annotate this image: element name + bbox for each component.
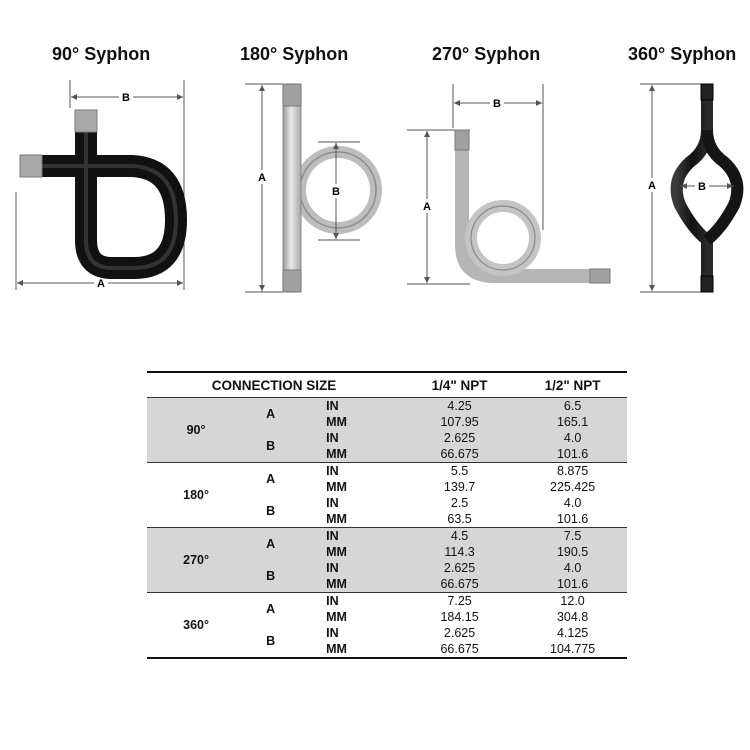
syphon-360-figure (640, 84, 737, 292)
unit-cell: MM (326, 480, 347, 494)
unit-cell: IN (296, 560, 401, 576)
value-cell: 4.25 (401, 398, 518, 415)
value-cell: 66.675 (401, 576, 518, 593)
dimension-cell: A (245, 528, 296, 561)
value-cell: 7.5 (518, 528, 627, 545)
value-cell: 66.675 (401, 446, 518, 463)
title-360: 360° Syphon (628, 44, 737, 64)
angle-cell: 180° (147, 463, 245, 528)
value-cell: 304.8 (556, 610, 589, 624)
unit-cell: MM (326, 610, 347, 624)
title-270: 270° Syphon (432, 44, 541, 64)
dim-label-a-360: A (648, 180, 656, 192)
unit-cell: IN (326, 626, 339, 640)
angle-cell: 90° (147, 398, 245, 463)
table-row (147, 463, 627, 480)
dimension-cell: A (245, 398, 296, 431)
dim-label-b-270: B (493, 98, 501, 110)
value-cell: 4.0 (563, 496, 582, 510)
syphon-dimensions-table (147, 371, 627, 659)
value-cell: 225.425 (550, 480, 596, 494)
unit-cell: IN (296, 430, 401, 446)
unit-cell: IN (296, 593, 401, 610)
value-cell: 4.125 (556, 626, 589, 640)
value-cell: 2.625 (401, 430, 518, 446)
value-cell: 139.7 (443, 480, 476, 494)
value-cell: 104.775 (550, 642, 596, 656)
value-cell: 165.1 (518, 414, 627, 430)
unit-cell: IN (296, 463, 401, 480)
value-cell: 66.675 (440, 642, 479, 656)
table-header-row (147, 372, 627, 398)
unit-cell: MM (296, 446, 401, 463)
dimension-cell: B (266, 504, 276, 518)
syphon-illustrations (0, 0, 750, 330)
dim-label-a-270: A (423, 201, 431, 213)
dim-label-a-90: A (97, 278, 105, 290)
title-90: 90° Syphon (52, 44, 151, 64)
dimension-cell: A (245, 463, 296, 496)
dim-label-a-180: A (258, 172, 266, 184)
value-cell: 190.5 (518, 544, 627, 560)
value-cell: 184.15 (440, 610, 479, 624)
angle-cell: 360° (147, 593, 245, 659)
unit-cell: MM (296, 544, 401, 560)
value-cell: 6.5 (518, 398, 627, 415)
value-cell: 4.0 (518, 560, 627, 576)
value-cell: 8.875 (518, 463, 627, 480)
value-cell: 12.0 (518, 593, 627, 610)
value-cell: 2.5 (450, 496, 469, 510)
table-row (147, 398, 627, 415)
unit-cell: IN (326, 496, 339, 510)
value-cell: 2.625 (401, 560, 518, 576)
value-cell: 7.25 (401, 593, 518, 610)
syphon-90-figure (16, 80, 184, 290)
unit-cell: MM (296, 414, 401, 430)
value-cell: 101.6 (518, 446, 627, 463)
syphon-180-figure (245, 84, 376, 292)
dimension-cell: B (245, 430, 296, 463)
unit-cell: MM (326, 642, 347, 656)
title-180: 180° Syphon (240, 44, 349, 64)
value-cell: 101.6 (518, 576, 627, 593)
dimension-cell: B (245, 560, 296, 593)
dim-label-b-360: B (698, 181, 706, 193)
value-cell: 114.3 (401, 544, 518, 560)
value-cell: 4.0 (518, 430, 627, 446)
dim-label-b-90: B (122, 92, 130, 104)
value-cell: 101.6 (556, 512, 589, 526)
value-cell: 4.5 (401, 528, 518, 545)
table-row (147, 593, 627, 610)
header-connection-size: CONNECTION SIZE (211, 377, 337, 393)
value-cell: 5.5 (401, 463, 518, 480)
dim-label-b-180: B (332, 186, 340, 198)
syphon-270-figure (407, 84, 610, 284)
table-row (147, 528, 627, 545)
header-quarter-npt: 1/4" NPT (431, 377, 488, 393)
value-cell: 2.625 (443, 626, 476, 640)
value-cell: 63.5 (447, 512, 472, 526)
header-half-npt: 1/2" NPT (544, 377, 601, 393)
unit-cell: MM (326, 512, 347, 526)
dimension-cell: B (266, 634, 276, 648)
unit-cell: IN (296, 528, 401, 545)
angle-cell: 270° (147, 528, 245, 593)
dimension-cell: A (245, 593, 296, 626)
unit-cell: IN (296, 398, 401, 415)
unit-cell: MM (296, 576, 401, 593)
value-cell: 107.95 (401, 414, 518, 430)
